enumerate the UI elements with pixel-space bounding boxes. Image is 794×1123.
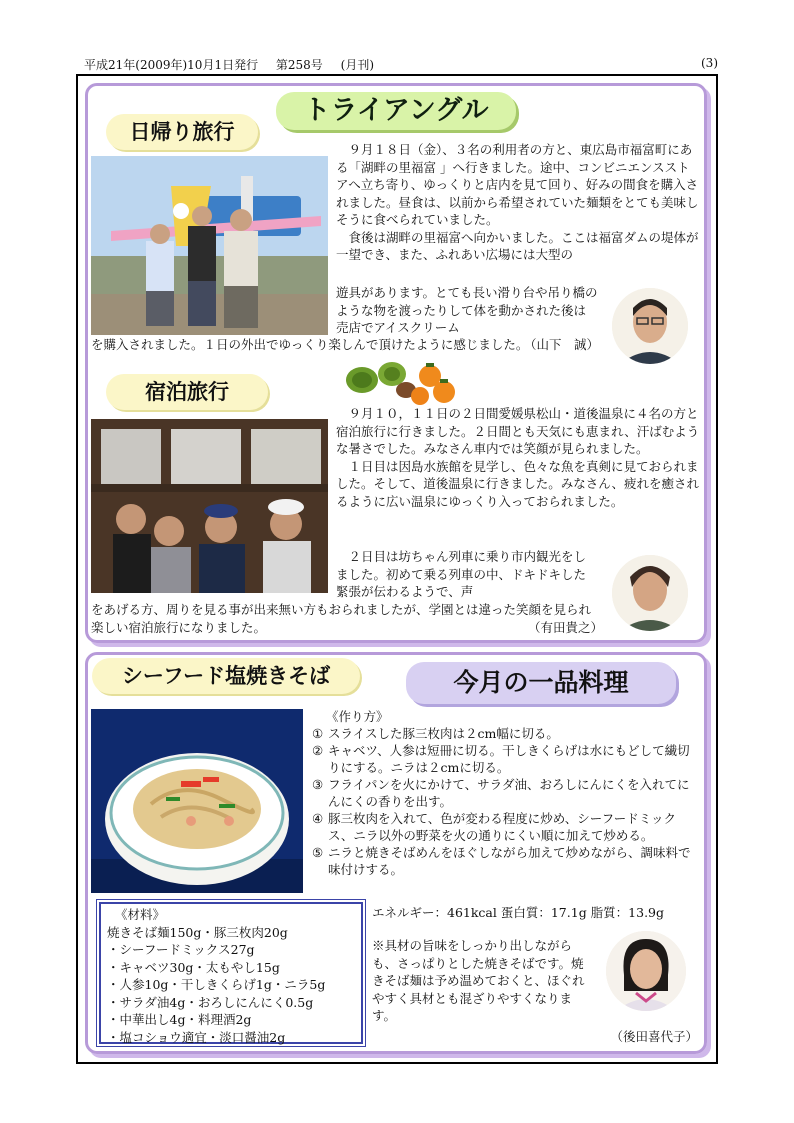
ingredient-line: ・人参10g・干しきくらげ1g・ニラ5g [107,977,326,992]
dish-photo [91,709,303,893]
overnight-trip-heading: 宿泊旅行 [106,374,268,410]
staff-portrait-arita [612,555,688,631]
overnight-author: （有田貴之） [527,619,603,635]
overnight-paragraph-1: ９月１０，１１日の２日間愛媛県松山・道後温泉に４名の方と宿泊旅行に行きました。２日間とも天気にも恵まれ、汗ばむような暑さでした。みなさん車内では笑顔が見られました。 [336,406,700,456]
page-number: (3) [701,56,718,70]
ingredient-line: ・シーフードミックス27g [107,942,255,957]
day-trip-text-mid [336,284,598,337]
overnight-paragraph-3b: をあげる方、周りを見る事が出来無い方もおられましたが、学園とは違った笑顔を見られ楽しい宿泊旅行になりました。 [91,602,592,635]
overnight-trip-photo [91,419,328,593]
overnight-text-top [336,405,700,510]
ingredient-line: 焼きそば麺150g・豚三枚肉20g [107,924,288,940]
staff-portrait-yamashita [612,288,688,364]
day-trip-text-bottom [91,336,599,354]
issue-frequency: (月刊) [340,58,375,72]
overnight-paragraph-2: １日目は因島水族館を見学し、色々な魚を真剣に見ておられました。そして、道後温泉に行きました。みなさん、疲れを癒されるように広い温泉にゆっくり入っておられました。 [336,458,700,509]
staff-portrait-ushiroda [606,931,686,1011]
method-step: ② キャベツ、人参は短冊に切る。干しきくらげは水にもどして繊切りにする。ニラは２cmに切る。 [312,743,690,775]
day-trip-paragraph-2a: 食後は湖畔の里福富へ向かいました。ここは福富ダムの堤体が一望でき、また、ふれあい広場には大型の [336,229,699,262]
method-block [312,708,700,878]
method-step: ④ 豚三枚肉を入れて、色が変わる程度に炒め、シーフードミックス、ニラ以外の野菜を火の通りにくい順に加えて炒める。 [312,811,677,843]
day-trip-text-top [336,141,700,264]
method-step: ① スライスした豚三枚肉は２cm幅に切る。 [312,726,559,741]
dish-title: シーフード塩焼きそば [92,658,360,694]
ingredient-line: ・キャベツ30g・太もやし15g [107,959,280,975]
triangle-title: トライアングル [276,92,516,130]
method-heading: 《作り方》 [326,709,389,724]
overnight-text-mid [336,548,598,601]
persimmon-chestnut-illustration [344,354,464,406]
nutrition-info: エネルギー：461kcal 蛋白質：17.1g 脂質：13.9g [372,905,664,920]
recipe-section-title: 今月の一品料理 [406,662,676,704]
page-header [84,56,718,73]
day-trip-author: （山下 誠） [523,337,599,352]
overnight-text-bottom [91,601,603,636]
ingredients-box [99,902,363,1044]
method-step: ⑤ ニラと焼きそばめんをほぐしながら加えて炒めながら、調味料で味付けする。 [312,845,691,877]
issue-date: 平成21年(2009年)10月1日発行 [84,58,259,72]
day-trip-paragraph-1: ９月１８日（金）、３名の利用者の方と、東広島市福富町にある「湖畔の里福富 」へ行きました。途中、コンビニエンスストアへ立ち寄り、ゆっくりと店内を見て回り、好みの間食を購入されました。昼食は、以前から希望されていた麺類をとても美味しそうに食べられていました。 [336,142,699,227]
ingredient-line: ・中華出し4g・料理酒2g [107,1012,252,1027]
recipe-author: （後田喜代子） [610,1029,698,1044]
day-trip-paragraph-2c: を購入されました。１日の外出でゆっくり楽しんで頂けたように感じました。 [91,337,529,352]
issue-number: 第258号 [275,58,323,72]
ingredient-line: ・塩コショウ適宜・淡口醤油2g [107,1029,286,1045]
ingredients-heading: 《材料》 [115,907,166,922]
day-trip-paragraph-2b: 遊具があります。とても長い滑り台や吊り橋のような物を渡ったりして体を動かされた後は売店でアイスクリーム [336,285,598,335]
day-trip-photo [91,156,328,335]
day-trip-heading: 日帰り旅行 [106,114,258,150]
overnight-paragraph-3a: ２日目は坊ちゃん列車に乗り市内観光をしました。初めて乗る列車の中、ドキドキした緊張が伝わるようで、声 [336,549,587,599]
recipe-note: ※具材の旨味をしっかり出しながらも、さっぱりとした焼きそばです。焼きそば麺は予め温めておくと、ほぐれやすく具材とも混ざりやすくなります。 [372,938,585,1023]
method-step: ③ フライパンを火にかけて、サラダ油、おろしにんにくを入れてにんにくの香りを出す。 [312,777,690,809]
ingredient-line: ・サラダ油4g・おろしにんにく0.5g [107,994,314,1010]
